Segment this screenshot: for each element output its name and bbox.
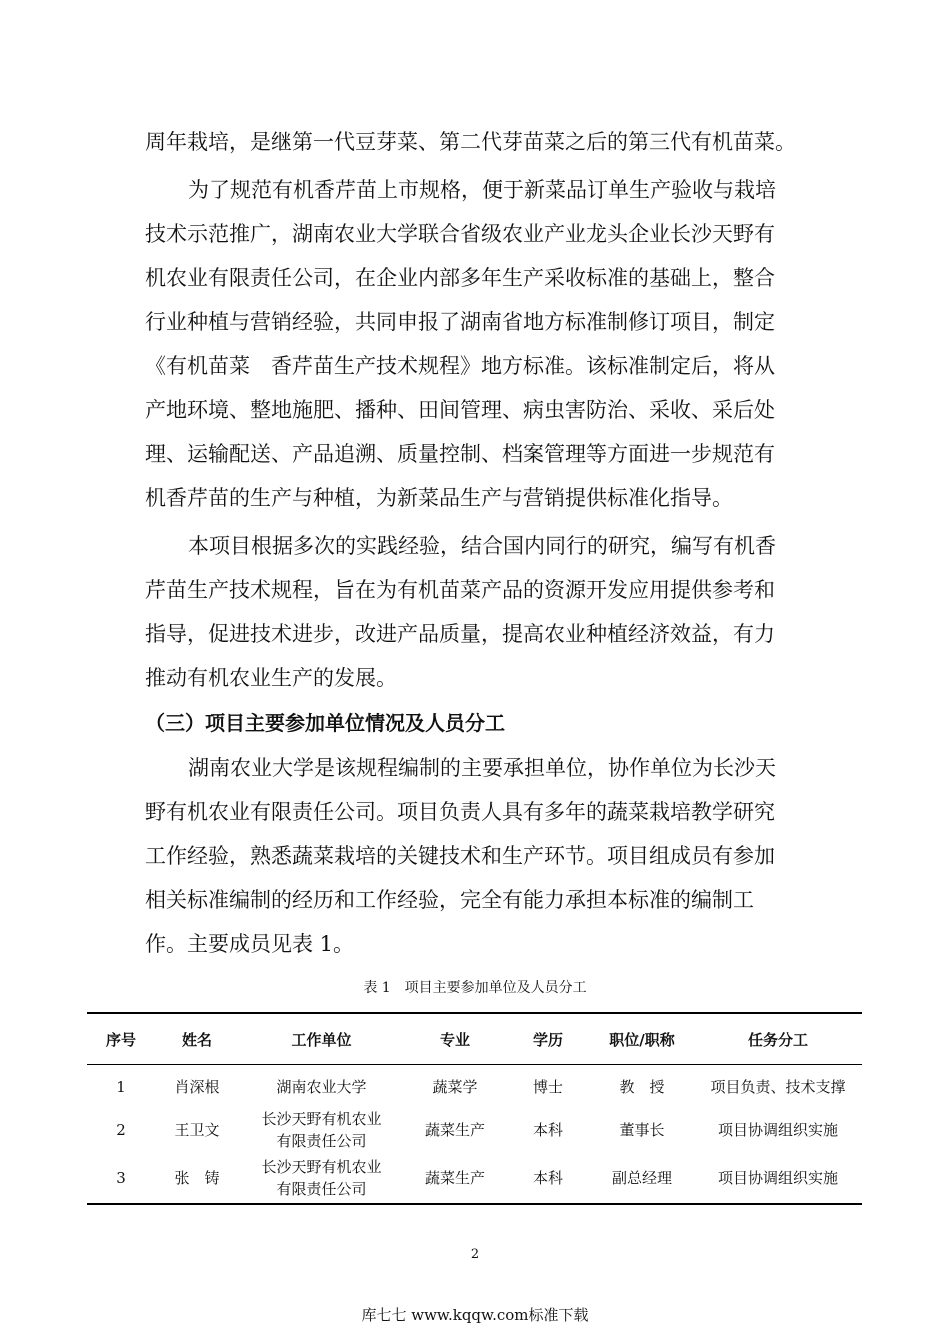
line-text: 为了规范有机香芹苗上市规格，便于新菜品订单生产验收与栽培 [188, 178, 776, 202]
table-row [87, 1107, 862, 1153]
line-text: 野有机农业有限责任公司。项目负责人具有多年的蔬菜栽培教学研究 [145, 800, 775, 824]
cell-education: 博士 [532, 1078, 563, 1096]
line-text: 指导，促进技术进步，改进产品质量，提高农业种植经济效益，有力 [145, 622, 775, 646]
cell-major: 蔬菜学 [432, 1078, 478, 1096]
cell-no: 2 [116, 1121, 126, 1139]
cell-major: 蔬菜生产 [424, 1121, 485, 1139]
line-text: 理、运输配送、产品追溯、质量控制、档案管理等方面进一步规范有 [145, 442, 775, 466]
header-title: 职位/职称 [590, 1013, 694, 1065]
cell-title: 教 授 [619, 1078, 665, 1096]
unit-line: 长沙天野有机农业 [261, 1110, 382, 1128]
header-name: 姓名 [155, 1013, 239, 1065]
cell-education: 本科 [532, 1121, 563, 1139]
line-text: 技术示范推广，湖南农业大学联合省级农业产业龙头企业长沙天野有 [145, 222, 775, 246]
unit-line: 湖南农业大学 [276, 1078, 367, 1096]
unit-line: 有限责任公司 [276, 1132, 367, 1150]
header-task: 任务分工 [694, 1013, 862, 1065]
header-no: 序号 [87, 1013, 155, 1065]
cell-education: 本科 [506, 1153, 590, 1204]
line-text: 机香芹苗的生产与种植，为新菜品生产与营销提供标准化指导。 [145, 486, 733, 510]
cell-title: 副总经理 [590, 1153, 694, 1204]
line-text: 周年栽培，是继第一代豆芽菜、第二代芽苗菜之后的第三代有机苗菜。 [145, 130, 796, 154]
page-number: 2 [470, 1247, 480, 1262]
line-text: 《有机苗菜 香芹苗生产技术规程》地方标准。该标准制定后，将从 [145, 354, 775, 378]
unit-line: 长沙天野有机农业 [261, 1158, 382, 1176]
line-text: 行业种植与营销经验，共同申报了湖南省地方标准制修订项目，制定 [145, 310, 775, 334]
members-table [87, 1012, 862, 1205]
line-text: 相关标准编制的经历和工作经验，完全有能力承担本标准的编制工 [145, 888, 754, 912]
cell-task: 项目协调组织实施 [694, 1153, 862, 1204]
header-education: 学历 [506, 1013, 590, 1065]
cell-task: 项目负责、技术支撑 [710, 1078, 846, 1096]
line-text: 作。主要成员见表 1。 [145, 932, 355, 956]
table-row [87, 1065, 862, 1108]
footer-watermark: 库七七 www.kqqw.com标准下载 [361, 1306, 589, 1324]
cell-unit [239, 1153, 404, 1204]
cell-no: 1 [116, 1078, 126, 1096]
unit-line: 有限责任公司 [276, 1180, 367, 1198]
cell-title: 董事长 [619, 1121, 665, 1139]
line-text: 机农业有限责任公司，在企业内部多年生产采收标准的基础上，整合 [145, 266, 775, 290]
heading-text: （三）项目主要参加单位情况及人员分工 [145, 711, 505, 735]
cell-name: 肖深根 [174, 1078, 220, 1096]
cell-task: 项目协调组织实施 [717, 1121, 838, 1139]
cell-name: 王卫文 [174, 1121, 220, 1139]
cell-unit [239, 1107, 404, 1153]
cell-name: 张 铸 [155, 1153, 239, 1204]
line-text: 芹苗生产技术规程，旨在为有机苗菜产品的资源开发应用提供参考和 [145, 578, 775, 602]
header-unit: 工作单位 [239, 1013, 404, 1065]
cell-no: 3 [87, 1153, 155, 1204]
line-text: 本项目根据多次的实践经验，结合国内同行的研究，编写有机香 [188, 534, 776, 558]
table-caption: 表 1 项目主要参加单位及人员分工 [363, 980, 587, 996]
cell-unit [239, 1065, 404, 1108]
line-text: 推动有机农业生产的发展。 [145, 666, 397, 690]
line-text: 工作经验，熟悉蔬菜栽培的关键技术和生产环节。项目组成员有参加 [145, 844, 775, 868]
table-row [87, 1153, 862, 1204]
line-text: 产地环境、整地施肥、播种、田间管理、病虫害防治、采收、采后处 [145, 398, 775, 422]
line-text: 湖南农业大学是该规程编制的主要承担单位，协作单位为长沙天 [188, 756, 776, 780]
header-major: 专业 [404, 1013, 506, 1065]
table-header-row [87, 1013, 862, 1065]
cell-major: 蔬菜生产 [404, 1153, 506, 1204]
